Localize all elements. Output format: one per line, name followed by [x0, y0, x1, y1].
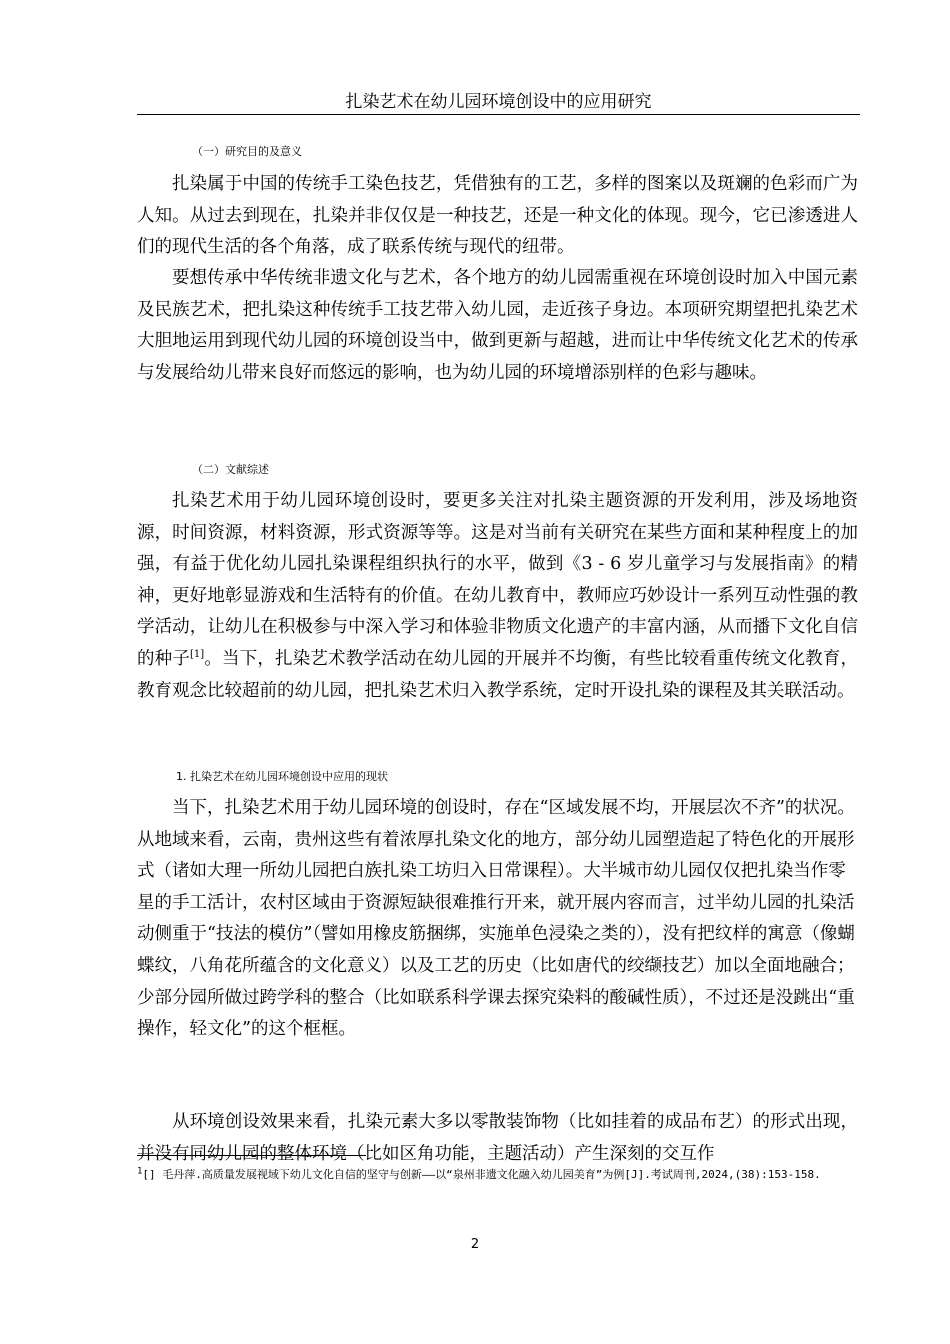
paragraph: 扎染属于中国的传统手工染色技艺，凭借独有的工艺，多样的图案以及斑斓的色彩而广为人知。从过去到现在，扎染并非仅仅是一种技艺，还是一种文化的体现。现今，它已渗透进人们的现代生活的各个角落，成了联系传统与现代的纽带。 — [137, 174, 858, 258]
paragraph-literature — [137, 486, 858, 707]
footnote-marker: 1 — [137, 1166, 143, 1177]
paragraph: 从环境创设效果来看，扎染元素大多以零散装饰物（比如挂着的成品布艺）的形式出现，并没有同幼儿园的整体环境（比如区角功能，主题活动）产生深刻的交互作 — [137, 1112, 858, 1164]
footnote-text: 毛丹萍.高质量发展视域下幼儿文化自信的坚守与创新——以“泉州非遗文化融入幼儿园美育”为例[J].考试周刊,2024,(38):153-158. — [162, 1168, 821, 1181]
page-header — [137, 90, 860, 115]
paragraph-text: 扎染艺术用于幼儿园环境创设时，要更多关注对扎染主题资源的开发利用，涉及场地资源，时间资源，材料资源，形式资源等等。这是对当前有关研究在某些方面和某种程度上的加强，有益于优化幼儿园扎染课程组织执行的水平，做到《3 - 6 岁儿童学习与发展指南》的精神，更好地彰显游戏和生活特有的价值。在幼儿教育中，教师应巧妙设计一系列互动性强的教学活动，让幼儿在积极参与中深入学习和体验非物质文化遗产的丰富内涵，从而播下文化自信的种子 — [137, 491, 858, 669]
page-number: 2 — [470, 1237, 480, 1252]
paragraph: 要想传承中华传统非遗文化与艺术，各个地方的幼儿园需重视在环境创设时加入中国元素及民族艺术，把扎染这种传统手工技艺带入幼儿园，走近孩子身边。本项研究期望把扎染艺术大胆地运用到现代幼儿园的环境创设当中，做到更新与超越，进而让中华传统文化艺术的传承与发展给幼儿带来良好而悠远的影响，也为幼儿园的环境增添别样的色彩与趣味。 — [137, 268, 858, 383]
footnote-ref: [] — [142, 1168, 156, 1181]
citation-mark[interactable]: [1] — [190, 649, 205, 661]
footnote — [137, 1164, 858, 1186]
paragraph: 当下，扎染艺术用于幼儿园环境的创设时，存在“区域发展不均，开展层次不齐”的状况。从地域来看，云南，贵州这些有着浓厚扎染文化的地方，部分幼儿园塑造起了特色化的开展形式（诸如大理一所幼儿园把白族扎染工坊归入日常课程）。大半城市幼儿园仅仅把扎染当作零星的手工活计，农村区域由于资源短缺很难推行开来，就开展内容而言，过半幼儿园的扎染活动侧重于“技法的模仿”（譬如用橡皮筋捆绑，实施单色浸染之类的），没有把纹样的寓意（像蝴蝶纹，八角花所蕴含的文化意义）以及工艺的历史（比如唐代的绞缬技艺）加以全面地融合；少部分园所做过跨学科的整合（比如联系科学课去探究染料的酸碱性质），不过还是没跳出“重操作，轻文化”的这个框框。 — [137, 798, 855, 1040]
page-header-title: 扎染艺术在幼儿园环境创设中的应用研究 — [345, 92, 652, 112]
section-heading-status: 1. 扎染艺术在幼儿园环境创设中应用的现状 — [176, 770, 388, 783]
section-heading-purpose: （一）研究目的及意义 — [192, 145, 302, 158]
section-heading-literature: （二）文献综述 — [192, 463, 269, 476]
footnote-divider — [137, 1155, 366, 1156]
paragraph-text: 。当下，扎染艺术教学活动在幼儿园的开展并不均衡，有些比较看重传统文化教育，教育观念比较超前的幼儿园，把扎染艺术归入教学系统，定时开设扎染的课程及其关联活动。 — [137, 648, 859, 701]
